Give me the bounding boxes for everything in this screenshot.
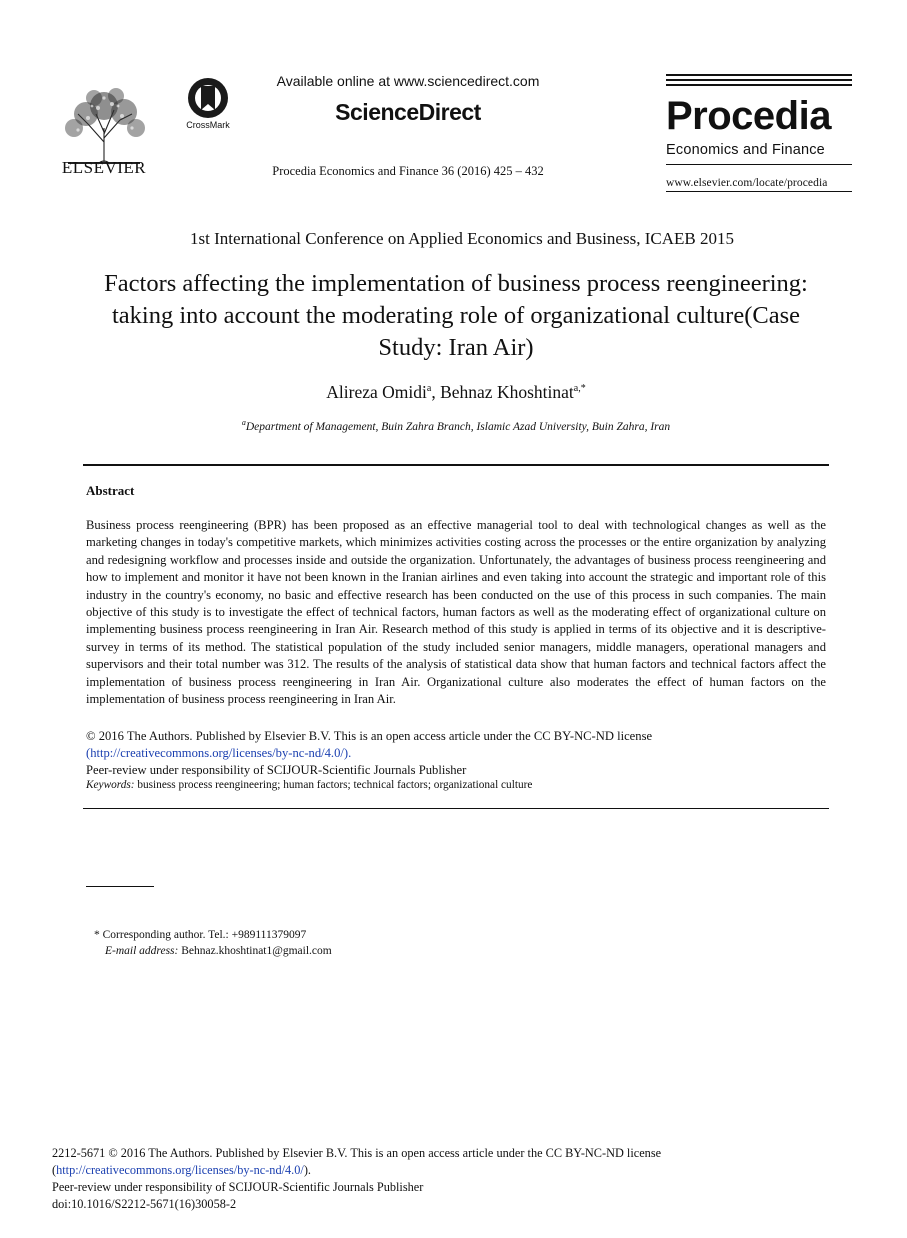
- abstract-heading: Abstract: [86, 483, 135, 498]
- masthead-rule: [666, 79, 852, 81]
- email-address[interactable]: Behnaz.khoshtinat1@gmail.com: [178, 945, 332, 957]
- peer-review-note: Peer-review under responsibility of SCIJOUR-Scientific Journals Publisher: [86, 763, 467, 777]
- corresponding-author-note: * Corresponding author. Tel.: +989111379097: [94, 929, 307, 941]
- abstract-bottom-rule: [83, 808, 829, 809]
- footer-license-link[interactable]: http://creativecommons.org/licenses/by-nc-nd/4.0/: [56, 1163, 304, 1177]
- affiliation: [60, 418, 852, 433]
- author-list: [60, 382, 852, 403]
- masthead-rule: [666, 191, 852, 192]
- journal-url-link[interactable]: www.elsevier.com/locate/procedia: [666, 177, 828, 189]
- paren-close: ).: [303, 1163, 311, 1177]
- procedia-masthead: [666, 74, 852, 195]
- affiliation-text: Department of Management, Buin Zahra Branch, Islamic Azad University, Buin Zahra, Iran: [245, 420, 671, 433]
- email-note: [105, 945, 332, 957]
- issn-copyright-line: 2212-5671 © 2016 The Authors. Published by Elsevier B.V. This is an open access article under the CC BY-NC-ND license: [52, 1146, 662, 1160]
- abstract-body: Business process reengineering (BPR) has been proposed as an effective managerial tool to deal with technological changes as well as the marketing changes in today's competitive markets, which minimizes activities costing across the processes or the entire organization by analyzing and redesigning workflow and processes inside and outside the organization. Unfortunately, the advantages of business process reengineering and how to implement and monitor it have not been known in the Iranian airlines and even taking into account the strategic and important role of this industry in the country's economy, no basic and effective research has been conducted on the use of this process in such companies. The main objective of this study is to investigate the effect of technical factors, human factors as well as the moderating effect of organizational culture on implementing business process reengineering in Iran Air. Research method of this study is applied in terms of its objective and it is descriptive-survey in terms of its method. The statistical population of the study included senior managers, middle managers, operational managers and supervisors and their total number was 312. The results of the analysis of statistical data show that human factors and technical factors affect the implementation of business process reengineering in Iran Air. Organizational culture also moderates the effect of human factors on the implementation of business process reengineering in Iran Air.: [86, 518, 826, 707]
- available-online-text: Available online at www.sciencedirect.com: [276, 73, 540, 89]
- keywords-label: Keywords:: [86, 779, 135, 791]
- doi-line[interactable]: doi:10.1016/S2212-5671(16)30058-2: [52, 1197, 237, 1211]
- crossmark-label: CrossMark: [186, 120, 230, 130]
- affiliation-mark: a: [241, 418, 246, 427]
- license-line: © 2016 The Authors. Published by Elsevier B.V. This is an open access article under the CC BY-NC-ND license: [86, 729, 653, 743]
- footnote-rule: [86, 886, 154, 887]
- footer-license-line: [52, 1162, 872, 1179]
- procedia-subtitle: Economics and Finance: [666, 142, 825, 158]
- elsevier-wordmark: ELSEVIER: [61, 158, 147, 177]
- author-name: Alireza Omidi: [326, 382, 427, 402]
- license-link[interactable]: (http://creativecommons.org/licenses/by-nc-nd/4.0/).: [86, 746, 352, 760]
- author-separator: ,: [431, 382, 441, 402]
- masthead-rule: [666, 74, 852, 76]
- author-affiliation-mark: a,*: [573, 383, 586, 395]
- paren-open: (: [52, 1163, 57, 1177]
- email-label: E-mail address:: [105, 945, 179, 957]
- masthead-rule: [666, 164, 852, 165]
- keywords-text: business process reengineering; human factors; technical factors; organizational culture: [134, 779, 533, 791]
- author-affiliation-mark: a: [426, 383, 432, 395]
- journal-citation: Procedia Economics and Finance 36 (2016) 425 – 432: [272, 164, 544, 178]
- sciencedirect-wordmark[interactable]: ScienceDirect: [335, 99, 481, 125]
- author-name: Behnaz Khoshtinat: [440, 382, 574, 402]
- masthead-rule: [666, 84, 852, 86]
- keywords: [86, 779, 826, 791]
- license-block: [86, 728, 826, 779]
- procedia-wordmark: Procedia: [666, 94, 831, 138]
- conference-name: 1st International Conference on Applied Economics and Business, ICAEB 2015: [190, 229, 734, 248]
- copyright-footer: [52, 1145, 872, 1213]
- abstract-top-rule: [83, 464, 829, 466]
- footer-peer-review: Peer-review under responsibility of SCIJOUR-Scientific Journals Publisher: [52, 1180, 424, 1194]
- paper-title: Factors affecting the implementation of business process reengineering: taking into account the moderating role of organizational culture(Case Study: Iran Air): [104, 270, 808, 361]
